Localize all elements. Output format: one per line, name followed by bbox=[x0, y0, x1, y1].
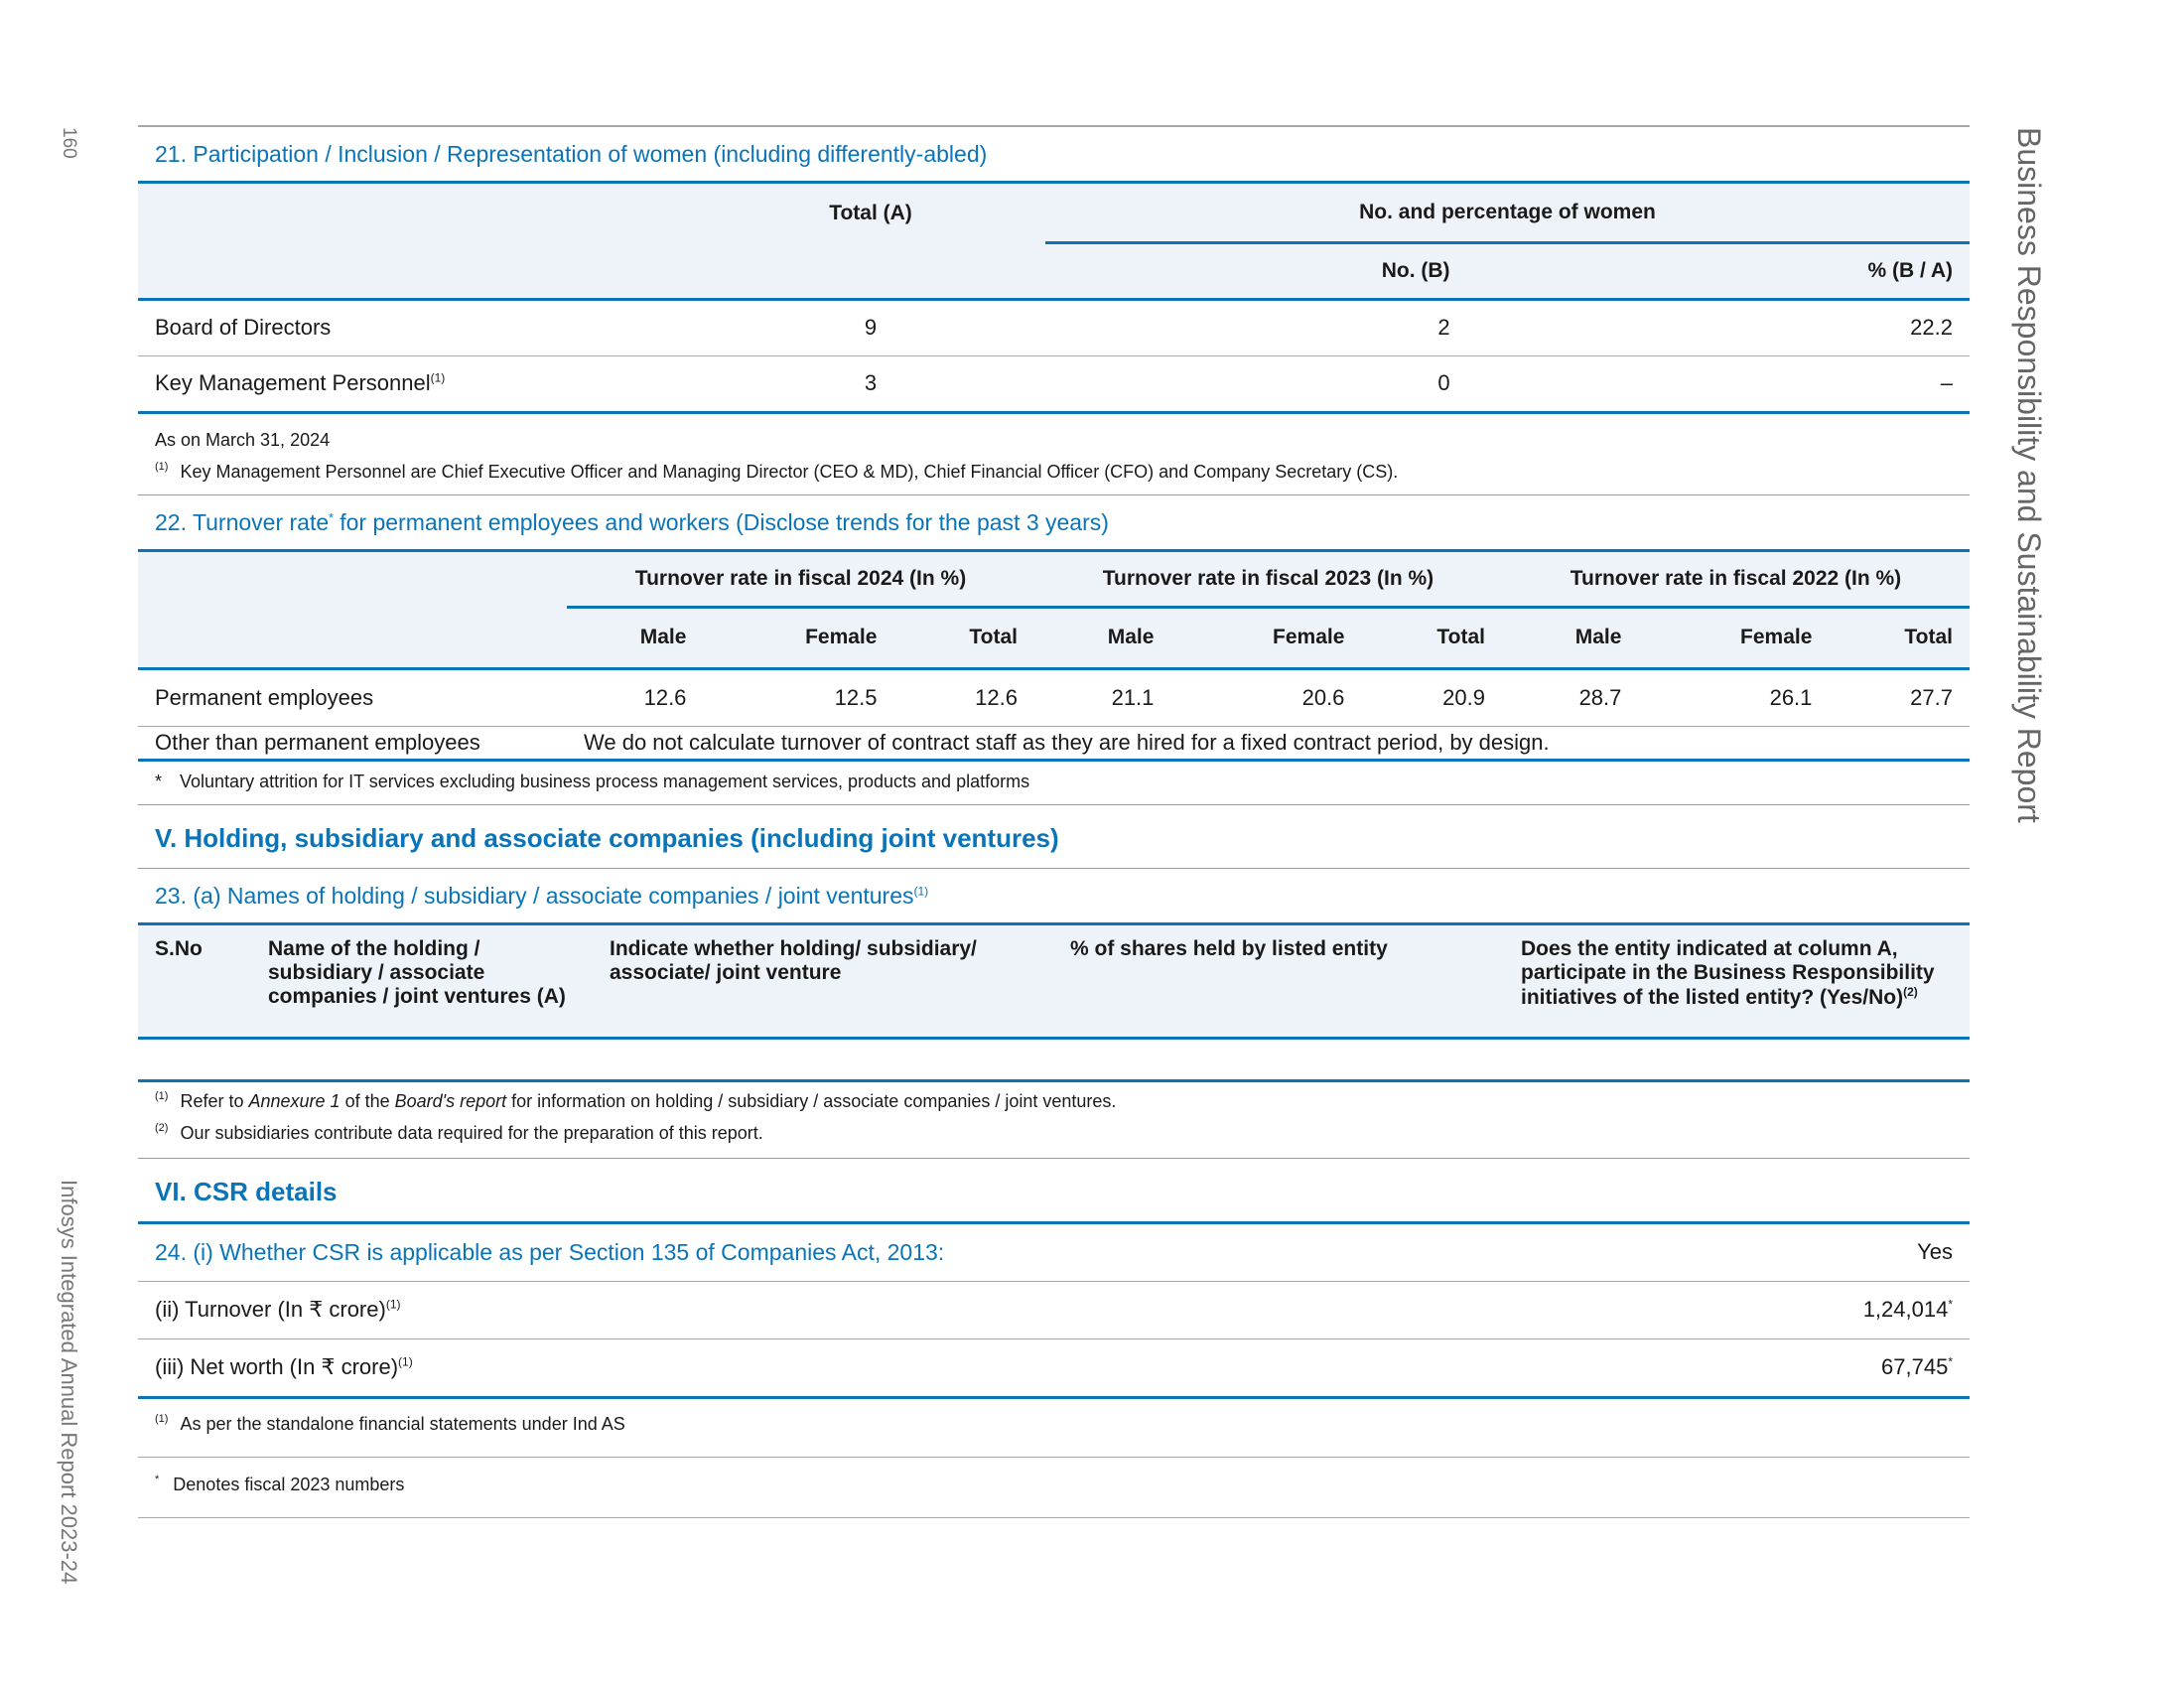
footnote-star: * Voluntary attrition for IT services excluding business process management services, products and platforms bbox=[155, 771, 1030, 791]
cell-value: 20.6 bbox=[1301, 684, 1345, 710]
group-2022-header: Turnover rate in fiscal 2022 (In %) bbox=[1502, 550, 1970, 607]
group-2023-header: Turnover rate in fiscal 2023 (In %) bbox=[1034, 550, 1502, 607]
sub-male: Male bbox=[639, 626, 687, 648]
table-row bbox=[138, 355, 1970, 412]
cell-value: 12.5 bbox=[834, 684, 878, 710]
table-row bbox=[138, 668, 1970, 726]
section-vi-title: VI. CSR details bbox=[138, 1158, 1970, 1221]
footnote-1: $^{(1)}$ As per the standalone financial statements under Ind AS bbox=[138, 1399, 1970, 1458]
turnover-row: (ii) Turnover (In ₹ crore)$^{(1)}$ 1,24,014* bbox=[138, 1282, 1970, 1339]
row-label: Key Management Personnel bbox=[155, 370, 431, 395]
footnote-1: $^{(1)}$ Refer to Annexure 1 of the Board's report for information on holding / subsidiary / associate companies / joint ventures. bbox=[155, 1089, 1117, 1111]
side-report-title: Business Responsibility and Sustainability Report bbox=[2011, 127, 2047, 823]
sub-female: Female bbox=[1273, 626, 1345, 648]
cell-value: 20.9 bbox=[1442, 684, 1485, 710]
cell-value: 26.1 bbox=[1769, 684, 1813, 710]
footnote-2: $^{(2)}$ Our subsidiaries contribute data required for the preparation of this report. bbox=[155, 1121, 763, 1143]
csr-applicable-row: 24. (i) Whether CSR is applicable as per Section 135 of Companies Act, 2013: Yes bbox=[138, 1224, 1970, 1282]
col-name-header: Name of the holding / subsidiary / associate companies / joint ventures (A) bbox=[268, 936, 566, 1008]
row-label: Other than permanent employees bbox=[155, 729, 480, 755]
net-worth-value: 67,745* bbox=[1881, 1354, 1953, 1379]
group-2024-header: Turnover rate in fiscal 2024 (In %) bbox=[567, 550, 1034, 607]
cell-value: 12.6 bbox=[643, 684, 687, 710]
col-does-header: Does the entity indicated at column A, participate in the Business Responsibility initiatives of the listed entity? $(Yes/No)^{(2)}$ bbox=[1521, 936, 1935, 1009]
note-as-on: As on March 31, 2024 bbox=[155, 429, 331, 450]
sub-female: Female bbox=[1740, 626, 1813, 648]
table-row bbox=[138, 299, 1970, 355]
cell-total: 3 bbox=[864, 370, 878, 395]
footnote-1: $^{(1)}$ Key Management Personnel are Chief Executive Officer and Managing Director (CEO & MD), Chief Financial Officer (CFO) and Company Secretary (CS). bbox=[155, 460, 1399, 482]
col-indicate-header: Indicate whether holding/ subsidiary/ associate/ joint venture bbox=[610, 936, 977, 984]
sub-female: Female bbox=[805, 626, 878, 648]
side-footer: Infosys Integrated Annual Report 2023-24 bbox=[57, 1180, 81, 1585]
cell-no: 2 bbox=[1437, 315, 1450, 340]
col-shares-header: % of shares held by listed entity bbox=[1070, 936, 1388, 960]
table-row bbox=[138, 726, 1970, 760]
csr-applicable-value: Yes bbox=[1917, 1239, 1953, 1264]
holding-companies-table bbox=[138, 922, 1970, 1082]
net-worth-row: (iii) Net worth (In ₹ crore)$^{(1)}$ 67,745* bbox=[138, 1339, 1970, 1399]
cell-value: 27.7 bbox=[1910, 684, 1953, 710]
cell-pct: – bbox=[1940, 370, 1953, 395]
cell-value: 12.6 bbox=[975, 684, 1018, 710]
sub-total: Total bbox=[969, 626, 1018, 648]
cell-value: 21.1 bbox=[1111, 684, 1155, 710]
cell-pct: 22.2 bbox=[1910, 315, 1953, 340]
cell-value: 28.7 bbox=[1578, 684, 1622, 710]
turnover-value: 1,24,014* bbox=[1862, 1297, 1953, 1322]
row-label: Board of Directors bbox=[155, 315, 332, 340]
cell-no: 0 bbox=[1437, 370, 1450, 395]
col-no-header: No. (B) bbox=[1381, 258, 1450, 282]
turnover-table bbox=[138, 549, 1970, 762]
sub-male: Male bbox=[1107, 626, 1155, 648]
section-21-title: 21. Participation / Inclusion / Representation of women (including differently-abled) bbox=[138, 125, 1970, 181]
col-women-header: No. and percentage of women bbox=[1045, 183, 1970, 243]
page-content bbox=[138, 125, 1970, 1518]
sub-total: Total bbox=[1904, 626, 1953, 648]
sub-total: Total bbox=[1436, 626, 1485, 648]
col-total-header: Total (A) bbox=[829, 201, 912, 224]
row-text: We do not calculate turnover of contract staff as they are hired for a fixed contract period, by design. bbox=[584, 729, 1550, 755]
cell-total: 9 bbox=[864, 315, 878, 340]
sub-male: Male bbox=[1574, 626, 1622, 648]
row-label: Permanent employees bbox=[155, 684, 374, 710]
section-22-title: 22. Turnover rate* for permanent employees and workers (Disclose trends for the past 3 years) bbox=[138, 494, 1970, 549]
footnote-star: * Denotes fiscal 2023 numbers bbox=[138, 1458, 1970, 1518]
section-23-title: 23. (a) Names of holding / subsidiary / associate companies / joint ventures$^{(1)}$ bbox=[138, 868, 1970, 922]
section-v-title: V. Holding, subsidiary and associate companies (including joint ventures) bbox=[138, 804, 1970, 868]
col-sno-header: S.No bbox=[155, 936, 203, 960]
women-representation-table bbox=[138, 181, 1970, 414]
col-pct-header: % (B / A) bbox=[1867, 258, 1953, 282]
footnote-ref: (1) bbox=[430, 370, 446, 385]
page-number: 160 bbox=[59, 127, 79, 159]
